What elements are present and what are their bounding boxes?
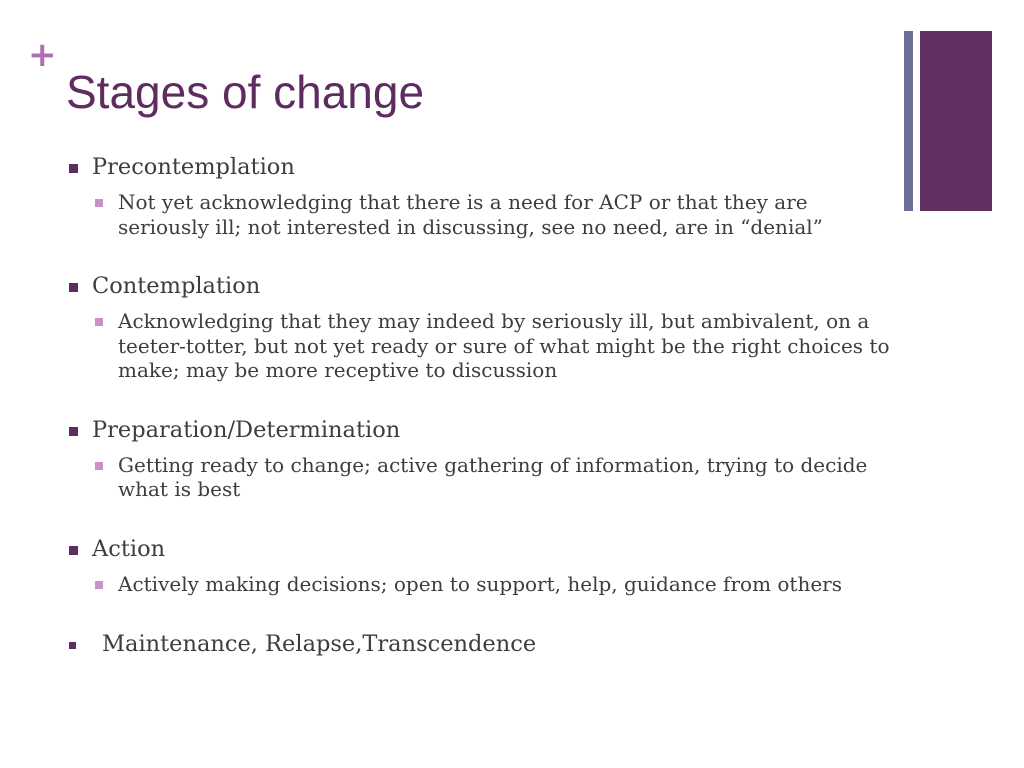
stage-item-contemplation <box>66 269 896 383</box>
stage-detail: Not yet acknowledging that there is a need for ACP or that they are seriously ill; not interested in discussing, see no need, are in “denial” <box>118 190 823 239</box>
stage-detail: Actively making decisions; open to support, help, guidance from others <box>118 571 843 596</box>
stage-heading: Preparation/Determination <box>92 416 401 443</box>
square-sub-bullet-icon <box>95 199 103 207</box>
square-sub-bullet-icon <box>95 581 103 589</box>
square-sub-bullet-icon <box>95 318 103 326</box>
decorative-bar-thick <box>920 31 992 211</box>
square-bullet-icon <box>69 283 78 292</box>
square-bullet-icon <box>69 164 78 173</box>
stage-detail: Acknowledging that they may indeed by seriously ill, but ambivalent, on a teeter-totter, but not yet ready or sure of what might be the right choices to make; may be more receptive to discussion <box>118 309 890 382</box>
square-sub-bullet-icon <box>95 462 103 470</box>
bullet-list <box>66 150 896 661</box>
square-bullet-icon <box>69 642 76 649</box>
stage-detail: Getting ready to change; active gathering of information, trying to decide what is best <box>118 452 868 501</box>
stage-heading: Maintenance, Relapse,Transcendence <box>102 631 537 657</box>
plus-icon: + <box>28 35 57 75</box>
stage-heading: Precontemplation <box>92 154 295 180</box>
stage-item-precontemplation <box>66 150 896 239</box>
stage-item-preparation <box>66 413 896 502</box>
stage-item-action <box>66 532 896 597</box>
stage-heading: Contemplation <box>92 273 261 299</box>
stage-heading: Action <box>92 535 166 562</box>
square-bullet-icon <box>69 546 78 555</box>
square-bullet-icon <box>69 427 78 436</box>
slide-title: Stages of change <box>66 66 425 118</box>
stage-item-maintenance <box>66 627 896 661</box>
decorative-bar-thin <box>904 31 913 211</box>
